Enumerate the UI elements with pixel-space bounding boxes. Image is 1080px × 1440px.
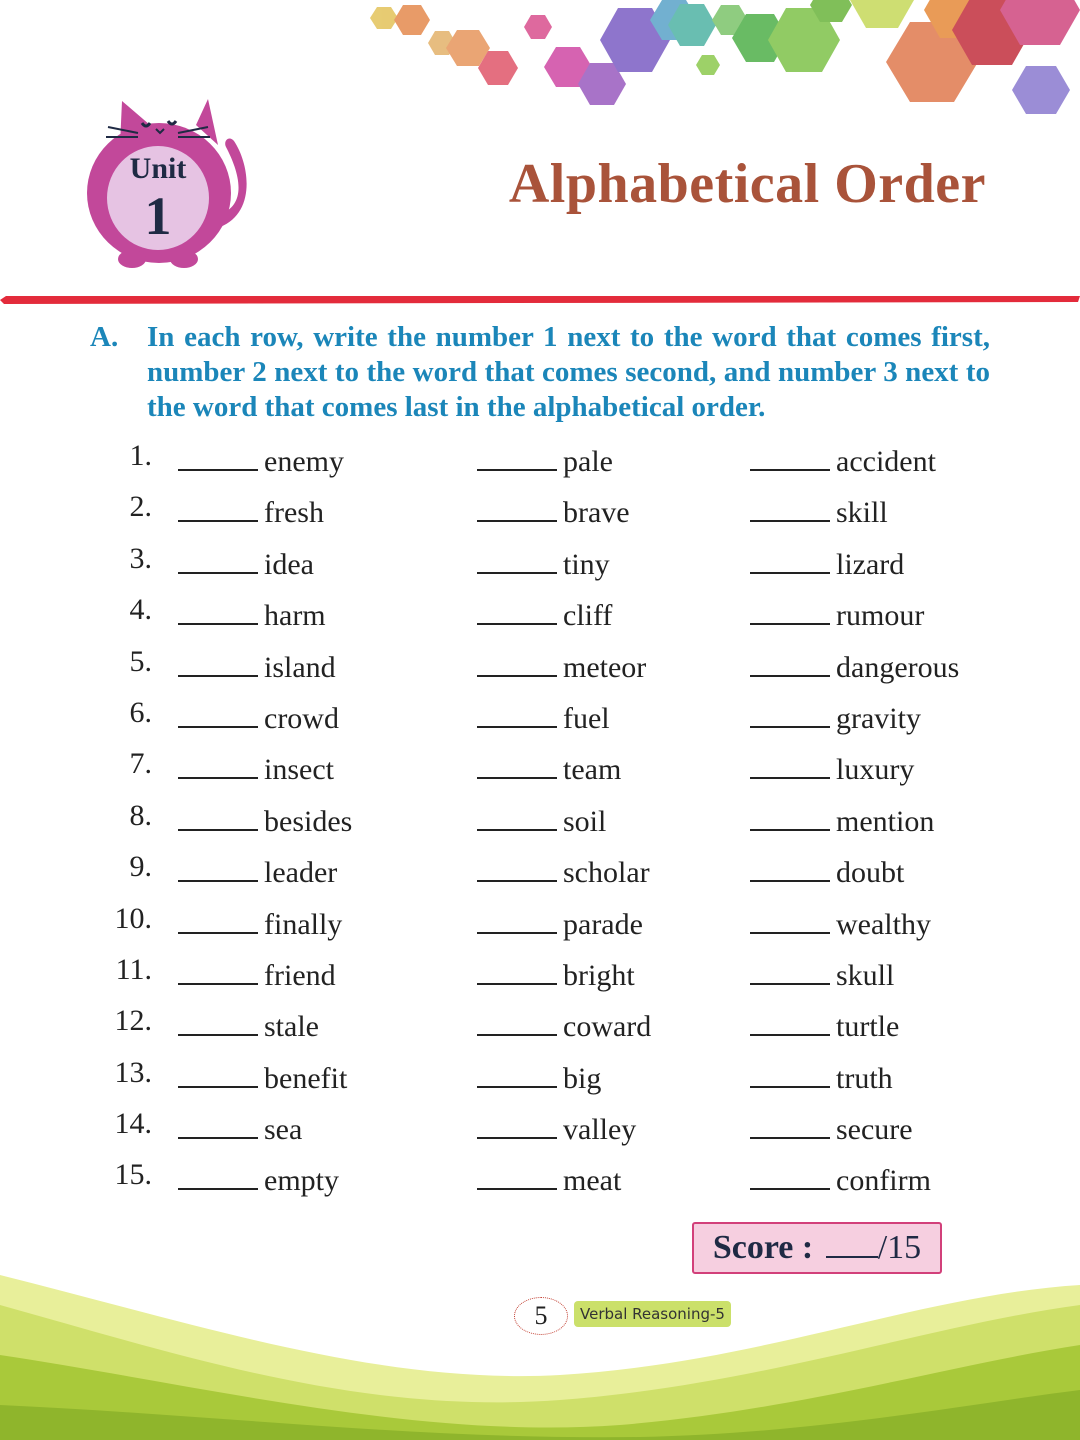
word-item (477, 542, 610, 582)
row-number: 14. (114, 1107, 152, 1141)
exercise-row (0, 688, 1080, 739)
exercise-list (0, 431, 1080, 1202)
answer-blank[interactable] (477, 953, 557, 985)
answer-blank[interactable] (750, 747, 830, 779)
answer-blank[interactable] (750, 850, 830, 882)
word-item (178, 1158, 339, 1198)
exercise-row (0, 482, 1080, 533)
word-item (750, 490, 888, 530)
word-item (178, 1056, 347, 1096)
row-number: 15. (114, 1158, 152, 1192)
page-title: Alphabetical Order (508, 153, 986, 215)
word-item (750, 1056, 893, 1096)
answer-blank[interactable] (477, 1004, 557, 1036)
answer-blank[interactable] (750, 542, 830, 574)
row-number: 8. (129, 798, 152, 832)
word-item (178, 593, 326, 633)
word: team (563, 753, 622, 787)
answer-blank[interactable] (750, 439, 830, 471)
row-number: 7. (129, 747, 152, 781)
word: wealthy (836, 907, 931, 941)
answer-blank[interactable] (477, 1158, 557, 1190)
row-number: 6. (129, 695, 152, 729)
unit-label: Unit (129, 152, 187, 185)
answer-blank[interactable] (178, 1158, 258, 1190)
word-item (750, 1158, 931, 1198)
word: harm (264, 599, 326, 633)
word: secure (836, 1113, 913, 1147)
word-item (750, 1004, 899, 1044)
word: sea (264, 1113, 303, 1147)
footer-wave-decoration (0, 1265, 1080, 1440)
exercise-row (0, 996, 1080, 1047)
row-number: 12. (114, 1004, 152, 1038)
word-item (178, 490, 324, 530)
answer-blank[interactable] (750, 902, 830, 934)
word-item (178, 696, 339, 736)
word: luxury (836, 753, 915, 787)
answer-blank[interactable] (750, 1056, 830, 1088)
answer-blank[interactable] (477, 696, 557, 728)
word: benefit (264, 1061, 348, 1095)
word-item (477, 1056, 601, 1096)
word: bright (563, 958, 635, 992)
exercise-row (0, 842, 1080, 893)
word: turtle (836, 1010, 900, 1044)
word: fuel (563, 701, 610, 735)
answer-blank[interactable] (477, 1056, 557, 1088)
word: insect (264, 753, 334, 787)
answer-blank[interactable] (750, 1107, 830, 1139)
word: skill (836, 496, 888, 530)
answer-blank[interactable] (750, 1004, 830, 1036)
word-item (477, 593, 612, 633)
answer-blank[interactable] (178, 645, 258, 677)
word: gravity (836, 701, 921, 735)
score-total: /15 (877, 1229, 922, 1266)
word-item (750, 645, 959, 685)
word: mention (836, 804, 935, 838)
row-number: 5. (129, 644, 152, 678)
word: doubt (836, 856, 905, 890)
word-item (178, 1107, 302, 1147)
answer-blank[interactable] (178, 1056, 258, 1088)
answer-blank[interactable] (178, 593, 258, 625)
answer-blank[interactable] (750, 696, 830, 728)
answer-blank[interactable] (178, 439, 258, 471)
book-title: Verbal Reasoning-5 (574, 1301, 731, 1327)
word: truth (836, 1061, 893, 1095)
word: enemy (264, 445, 344, 478)
word-item (477, 902, 643, 942)
word: pale (563, 445, 613, 478)
word-item (750, 902, 931, 942)
answer-blank[interactable] (178, 799, 258, 831)
word-item (477, 696, 610, 736)
exercise-row (0, 1099, 1080, 1150)
unit-number: 1 (144, 186, 172, 246)
row-number: 1. (129, 439, 152, 472)
exercise-row (0, 1048, 1080, 1099)
exercise-row (0, 945, 1080, 996)
word: big (563, 1061, 602, 1095)
word: rumour (836, 599, 925, 633)
title-divider (0, 294, 1080, 306)
exercise-row (0, 431, 1080, 482)
word-item (750, 593, 924, 633)
answer-blank[interactable] (178, 1107, 258, 1139)
word: dangerous (836, 650, 960, 684)
exercise-row (0, 637, 1080, 688)
answer-blank[interactable] (178, 696, 258, 728)
word-item (178, 799, 352, 839)
word: meat (563, 1164, 622, 1198)
word-item (477, 1158, 621, 1198)
answer-blank[interactable] (178, 1004, 258, 1036)
answer-blank[interactable] (477, 542, 557, 574)
word-item (750, 1107, 913, 1147)
word-item (477, 1004, 651, 1044)
answer-blank[interactable] (750, 953, 830, 985)
word-item (750, 696, 921, 736)
exercise-row (0, 894, 1080, 945)
answer-blank[interactable] (477, 902, 557, 934)
row-number: 11. (115, 952, 152, 986)
instruction-letter: A. (90, 321, 119, 353)
answer-blank[interactable] (178, 902, 258, 934)
answer-blank[interactable] (178, 850, 258, 882)
word: idea (264, 547, 314, 581)
word-item (477, 799, 606, 839)
word: scholar (563, 856, 650, 890)
word-item (750, 953, 894, 993)
exercise-row (0, 534, 1080, 585)
word: empty (264, 1164, 339, 1198)
answer-blank[interactable] (477, 799, 557, 831)
answer-blank[interactable] (477, 850, 557, 882)
word-item (750, 747, 914, 787)
row-number: 3. (129, 541, 152, 575)
word: leader (264, 856, 338, 890)
word-item (477, 953, 635, 993)
word-item (477, 1107, 636, 1147)
exercise-row (0, 791, 1080, 842)
word: soil (563, 804, 607, 838)
score-blank[interactable] (826, 1226, 878, 1258)
word: meteor (563, 650, 647, 684)
row-number: 10. (114, 901, 152, 935)
answer-blank[interactable] (477, 1107, 557, 1139)
word: island (264, 650, 336, 684)
exercise-row (0, 585, 1080, 636)
word-item (178, 439, 344, 479)
word: accident (836, 445, 936, 478)
answer-blank[interactable] (750, 799, 830, 831)
answer-blank[interactable] (477, 593, 557, 625)
instruction (90, 320, 990, 425)
word-item (178, 542, 314, 582)
word-item (750, 799, 934, 839)
row-number: 9. (129, 850, 152, 884)
word: stale (264, 1010, 319, 1044)
answer-blank[interactable] (750, 645, 830, 677)
answer-blank[interactable] (750, 1158, 830, 1190)
answer-blank[interactable] (477, 645, 557, 677)
word: cliff (563, 599, 613, 633)
exercise-row (0, 1150, 1080, 1201)
word-item (750, 439, 936, 479)
answer-blank[interactable] (750, 490, 830, 522)
answer-blank[interactable] (178, 747, 258, 779)
word: finally (264, 907, 343, 941)
answer-blank[interactable] (178, 490, 258, 522)
word: confirm (836, 1164, 931, 1198)
word-item (477, 747, 621, 787)
row-number: 4. (129, 593, 152, 627)
word-item (477, 490, 630, 530)
word-item (178, 953, 336, 993)
word-item (477, 439, 613, 479)
word-item (178, 850, 337, 890)
instruction-text: In each row, write the number 1 next to the word that comes first, number 2 next to the word that comes second, and number 3 next to the word that comes last in the alphabetical order. (147, 321, 990, 423)
word: skull (836, 958, 895, 992)
answer-blank[interactable] (178, 542, 258, 574)
row-number: 2. (129, 490, 152, 524)
word: parade (563, 907, 643, 941)
answer-blank[interactable] (178, 953, 258, 985)
word-item (178, 747, 334, 787)
answer-blank[interactable] (477, 490, 557, 522)
word: crowd (264, 701, 339, 735)
word-item (178, 902, 342, 942)
word-item (477, 850, 650, 890)
word-item (477, 645, 646, 685)
word-item (750, 542, 904, 582)
word: fresh (264, 496, 324, 530)
answer-blank[interactable] (750, 593, 830, 625)
word: friend (264, 958, 336, 992)
answer-blank[interactable] (477, 747, 557, 779)
word: brave (563, 496, 630, 530)
word: coward (563, 1010, 652, 1044)
page-number: 5 (514, 1297, 568, 1335)
score-label: Score : (712, 1229, 814, 1266)
exercise-row (0, 739, 1080, 790)
answer-blank[interactable] (477, 439, 557, 471)
word: besides (264, 804, 353, 838)
word-item (178, 645, 336, 685)
row-number: 13. (114, 1055, 152, 1089)
word: tiny (563, 547, 610, 581)
word-item (750, 850, 904, 890)
word-item (178, 1004, 319, 1044)
word: lizard (836, 547, 905, 581)
word: valley (563, 1113, 637, 1147)
